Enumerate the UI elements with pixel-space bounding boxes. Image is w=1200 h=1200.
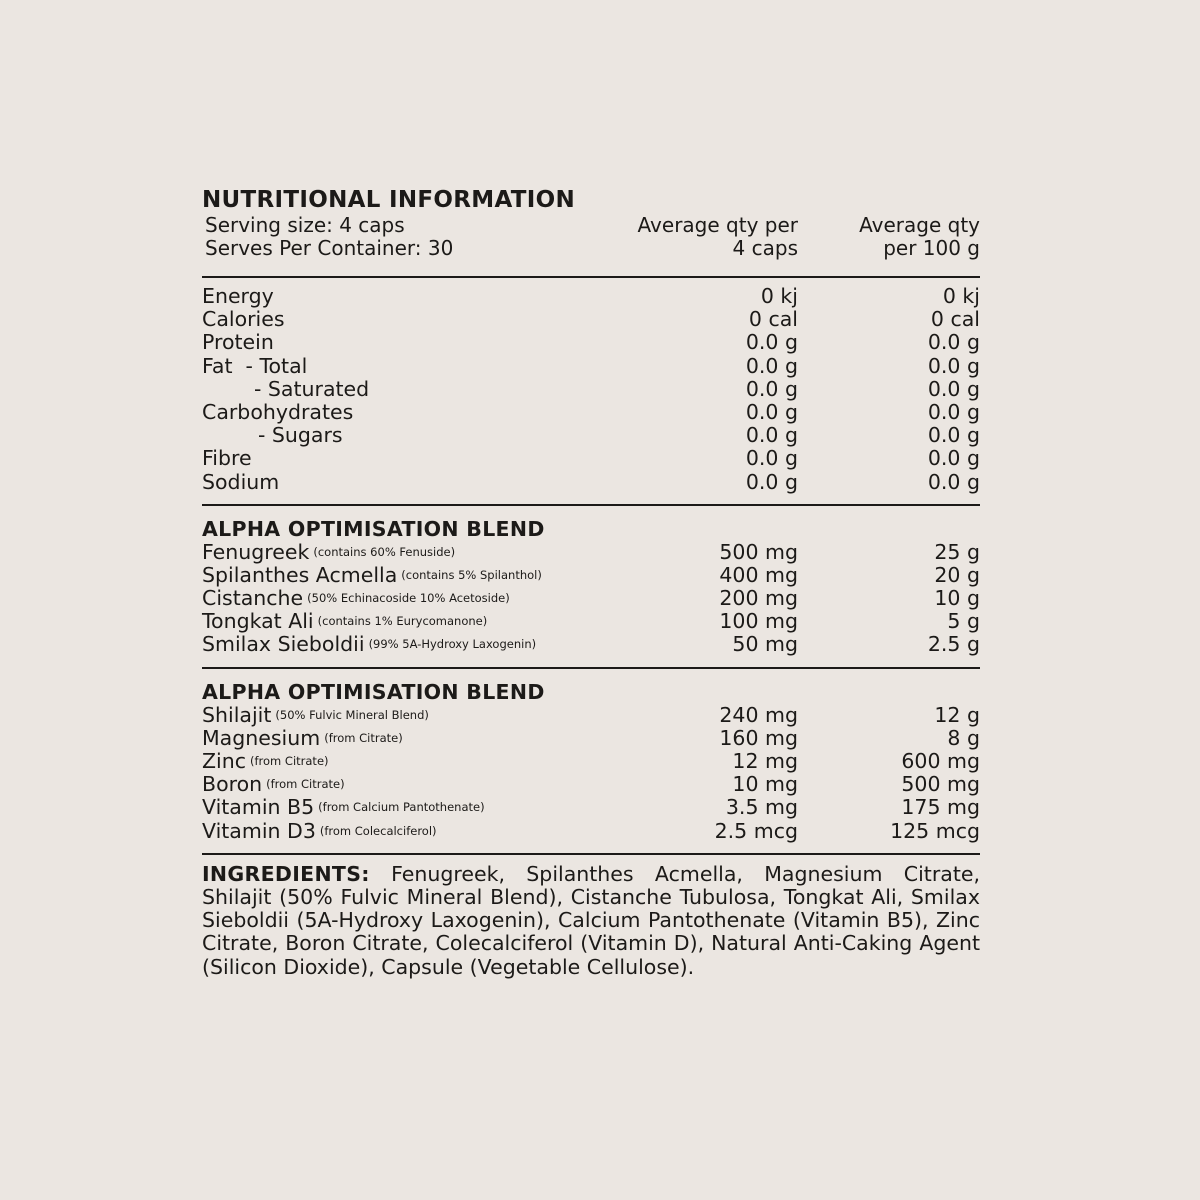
blend-per-serve: 2.5 mcg xyxy=(714,818,798,843)
nutrient-per-serve: 0.0 g xyxy=(745,330,798,355)
blend-per-serve: 10 mg xyxy=(732,772,798,797)
nutrient-per-100g: 0.0 g xyxy=(927,469,980,494)
nutrition-panel xyxy=(202,186,980,979)
nutrient-row xyxy=(202,378,980,401)
ingredients-paragraph xyxy=(202,863,980,979)
blend-per-100g: 10 g xyxy=(934,586,980,611)
nutrient-row xyxy=(202,424,980,447)
blend-per-100g: 125 mcg xyxy=(890,818,980,843)
nutrient-row xyxy=(202,447,980,470)
nutrient-row xyxy=(202,331,980,354)
blend-item-name: Spilanthes Acmella xyxy=(202,562,398,587)
nutrient-label: Fat - Total xyxy=(202,353,308,378)
nutrient-per-100g: 0.0 g xyxy=(927,446,980,471)
blend-item-name: Tongkat Ali xyxy=(202,609,314,634)
nutrient-label: Sodium xyxy=(202,469,280,494)
blend-item-label xyxy=(202,704,602,727)
blend-per-100g: 5 g xyxy=(947,609,980,634)
blend-item-note: (from Citrate) xyxy=(250,754,329,768)
blend-per-serve: 12 mg xyxy=(732,749,798,773)
nutrient-per-serve: 0.0 g xyxy=(745,469,798,494)
nutrient-label: Energy xyxy=(202,284,274,308)
blend-per-serve: 160 mg xyxy=(719,725,798,750)
nutrient-label: Calories xyxy=(202,307,285,332)
divider xyxy=(202,853,980,855)
blend-item-note: (from Citrate) xyxy=(324,730,403,745)
divider xyxy=(202,667,980,669)
blend-table xyxy=(202,541,980,657)
divider xyxy=(202,504,980,506)
blend-item-label xyxy=(202,796,602,819)
nutrient-row xyxy=(202,308,980,331)
blend-item-name: Fenugreek xyxy=(202,539,310,564)
nutrient-per-serve: 0.0 g xyxy=(745,376,798,401)
blend-item-name: Boron xyxy=(202,772,263,797)
blend-row xyxy=(202,796,980,819)
nutrient-label: - Saturated xyxy=(254,376,370,401)
nutrient-per-serve: 0.0 g xyxy=(745,423,798,448)
blend-item-label xyxy=(202,587,602,610)
blend-item-note: (from Citrate) xyxy=(266,777,345,792)
nutrient-row xyxy=(202,355,980,378)
blend-per-serve: 500 mg xyxy=(719,539,798,564)
col-header-per-100g xyxy=(798,214,980,262)
nutrient-per-100g: 0.0 g xyxy=(927,399,980,424)
nutrient-per-100g: 0.0 g xyxy=(927,330,980,355)
blend-row xyxy=(202,773,980,796)
nutrient-label: Carbohydrates xyxy=(202,399,354,424)
blend-row xyxy=(202,541,980,564)
blend-item-label xyxy=(202,820,602,843)
nutrient-per-100g: 0.0 g xyxy=(927,376,980,401)
blend-per-100g: 25 g xyxy=(934,539,980,564)
nutrient-table xyxy=(202,285,980,494)
blend-item-label xyxy=(202,727,602,750)
blend-row xyxy=(202,750,980,773)
blend-title: ALPHA OPTIMISATION BLEND xyxy=(202,679,545,704)
blend-item-note: (contains 5% Spilanthol) xyxy=(401,567,542,582)
blend-per-100g: 500 mg xyxy=(901,772,980,797)
blend-item-label xyxy=(202,564,602,587)
blend-item-note: (from Calcium Pantothenate) xyxy=(318,800,485,815)
nutrient-row xyxy=(202,471,980,494)
nutrient-per-100g: 0 cal xyxy=(930,307,980,332)
blend-row xyxy=(202,820,980,843)
panel-title: NUTRITIONAL INFORMATION xyxy=(202,187,576,213)
blend-per-100g: 12 g xyxy=(934,702,980,727)
serving-info xyxy=(202,214,602,262)
blend-item-label xyxy=(202,773,602,796)
nutrient-label: Fibre xyxy=(202,446,252,471)
blend-row xyxy=(202,564,980,587)
nutrient-per-serve: 0 kj xyxy=(760,284,798,308)
blend-row xyxy=(202,727,980,750)
serving-size: Serving size: 4 caps xyxy=(205,213,405,237)
blend-item-note: (contains 1% Eurycomanone) xyxy=(317,614,488,629)
nutrient-per-serve: 0 cal xyxy=(748,307,798,332)
blend-item-label xyxy=(202,633,602,656)
blend-per-100g: 2.5 g xyxy=(927,632,980,657)
blend-item-name: Cistanche xyxy=(202,586,304,611)
blend-row xyxy=(202,704,980,727)
blend-per-serve: 240 mg xyxy=(719,702,798,727)
blend-item-name: Shilajit xyxy=(202,702,272,727)
col-header-per-serve xyxy=(602,214,798,262)
blend-row xyxy=(202,610,980,633)
blend-per-100g: 8 g xyxy=(947,725,980,750)
col-header-per-serve-line2: 4 caps xyxy=(732,236,798,260)
blend-item-note: (from Colecalciferol) xyxy=(319,823,437,838)
blend-item-label xyxy=(202,750,602,773)
blend-item-note: (50% Fulvic Mineral Blend) xyxy=(275,707,429,722)
nutrient-label: - Sugars xyxy=(258,423,343,448)
nutrient-per-serve: 0.0 g xyxy=(745,353,798,378)
blend-per-serve: 3.5 mg xyxy=(725,795,798,820)
blend-per-serve: 200 mg xyxy=(719,586,798,611)
blend-item-note: (50% Echinacoside 10% Acetoside) xyxy=(307,591,510,606)
blend-per-serve: 50 mg xyxy=(732,632,798,657)
blend-item-name: Vitamin B5 xyxy=(202,795,315,820)
nutrient-label: Protein xyxy=(202,330,274,355)
blend-per-serve: 100 mg xyxy=(719,609,798,634)
blend-item-name: Magnesium xyxy=(202,725,321,750)
blend-per-serve: 400 mg xyxy=(719,562,798,587)
blend-item-note: (contains 60% Fenuside) xyxy=(313,544,456,559)
blend-title: ALPHA OPTIMISATION BLEND xyxy=(202,516,545,541)
nutrient-per-serve: 0.0 g xyxy=(745,399,798,424)
col-header-per-serve-line1: Average qty per xyxy=(637,213,798,237)
blend-row xyxy=(202,633,980,656)
blend-table xyxy=(202,704,980,843)
nutrient-per-serve: 0.0 g xyxy=(745,446,798,471)
blend-item-label xyxy=(202,610,602,633)
nutrient-row xyxy=(202,285,980,308)
divider xyxy=(202,276,980,278)
col-header-per-100g-line1: Average qty xyxy=(859,213,980,237)
blend-row xyxy=(202,587,980,610)
blend-per-100g: 175 mg xyxy=(901,795,980,820)
nutrient-per-100g: 0.0 g xyxy=(927,353,980,378)
blend-per-100g: 600 mg xyxy=(901,749,980,773)
nutrient-row xyxy=(202,401,980,424)
blend-per-100g: 20 g xyxy=(934,562,980,587)
ingredients-label: INGREDIENTS: xyxy=(202,861,370,886)
nutrient-per-100g: 0.0 g xyxy=(927,423,980,448)
ingredients-text: Fenugreek, Spilanthes Acmella, Magnesium Citrate, Shilajit (50% Fulvic Mineral Blend), Cistanche Tubulosa, Tongkat Ali, Smilax Sieboldii (5A-Hydroxy Laxogenin), Calcium Pantothenate (Vitamin B5), Zinc Citrate, Boron Citrate, Colecalciferol (Vitamin D), Natural Anti-Caking Agent (Silicon Dioxide), Capsule (Vegetable Cellulose). xyxy=(202,861,980,979)
serves-per-container: Serves Per Container: 30 xyxy=(205,236,454,260)
blend-item-name: Zinc xyxy=(202,749,247,773)
blend-item-note: (99% 5A-Hydroxy Laxogenin) xyxy=(368,637,537,652)
blend-item-name: Smilax Sieboldii xyxy=(202,632,365,657)
blend-item-label xyxy=(202,541,602,564)
blend-item-name: Vitamin D3 xyxy=(202,818,316,843)
serving-header xyxy=(202,214,980,262)
col-header-per-100g-line2: per 100 g xyxy=(883,236,980,260)
nutrient-per-100g: 0 kj xyxy=(942,284,980,308)
